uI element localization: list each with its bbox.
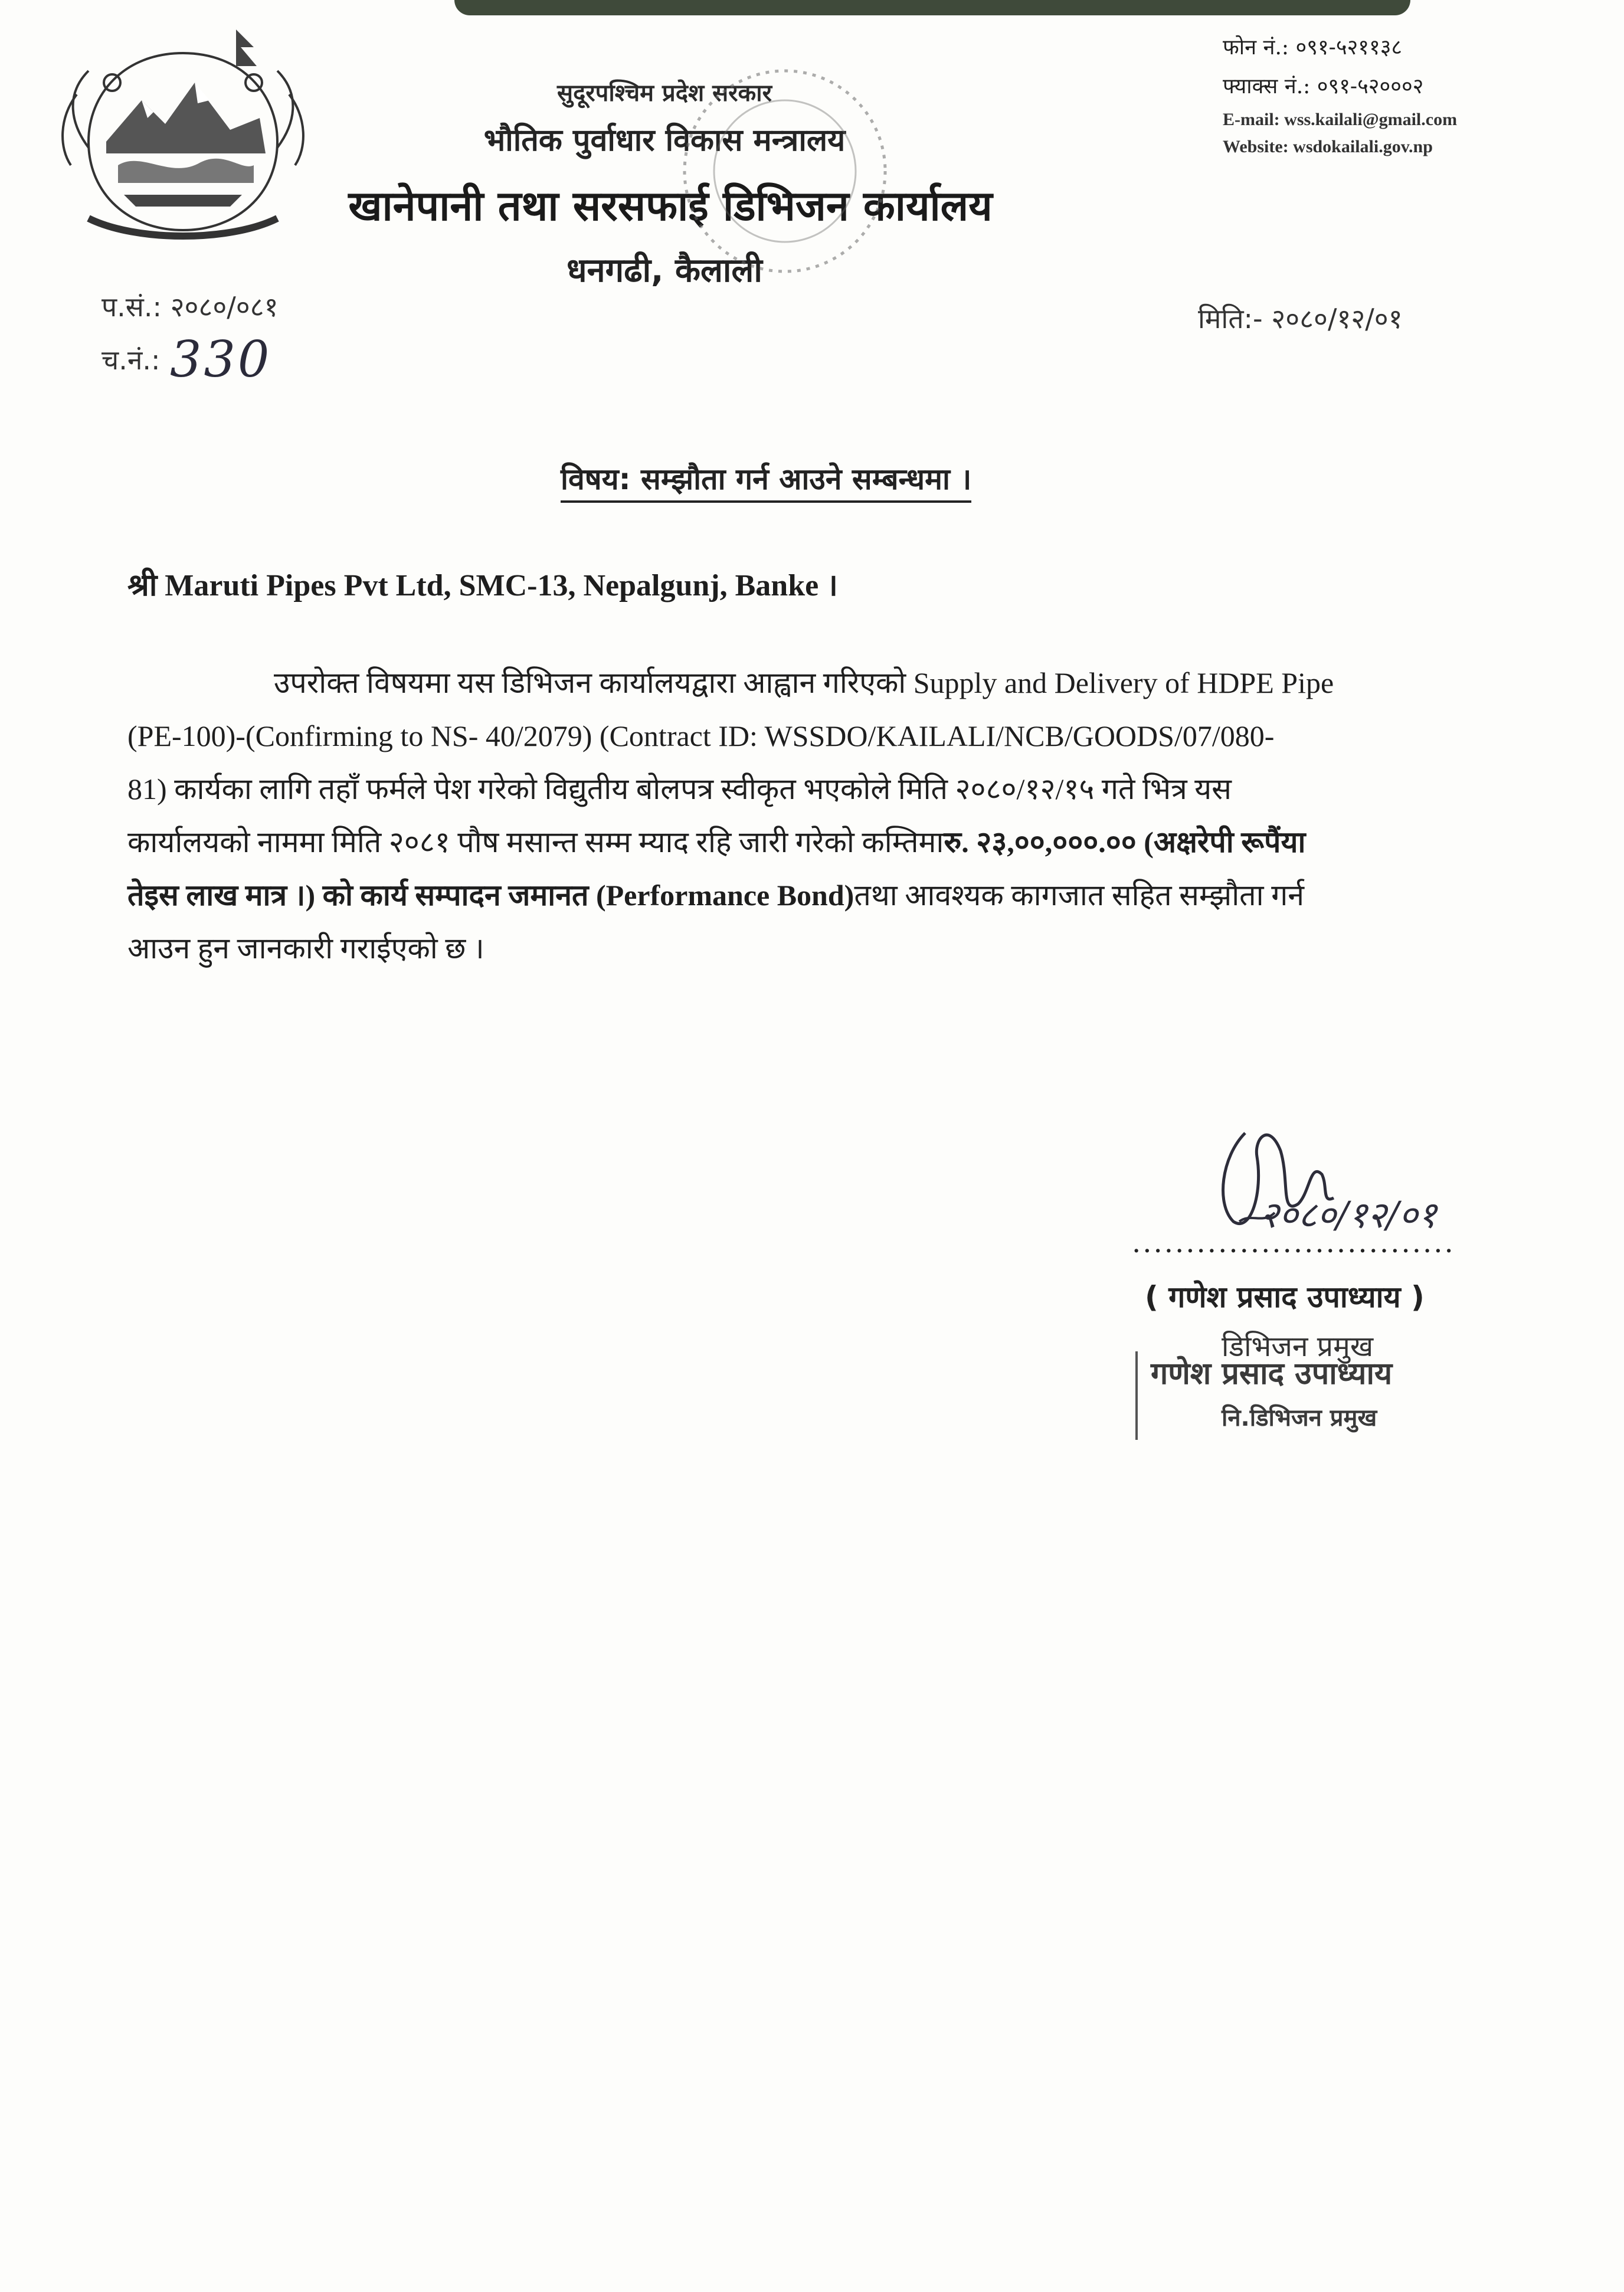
ministry-name: भौतिक पुर्वाधार विकास मन्त्रालय (483, 123, 846, 158)
body-line: उपरोक्त विषयमा यस डिभिजन कार्यालयद्वारा आह्वान गरिएको Supply and Delivery of HDPE Pipe (274, 666, 1334, 699)
stamp-name: गणेश प्रसाद उपाध्याय (1151, 1356, 1393, 1391)
signature-handwritten-date: २०८०/१२/०१ (1260, 1193, 1437, 1236)
office-name: खानेपानी तथा सरसफाई डिभिजन कार्यालय (348, 182, 993, 230)
phone-number: फोन नं.: ०९१-५२११३८ (1223, 35, 1403, 60)
letter-body (127, 656, 1491, 975)
province-name: सुदूरपश्चिम प्रदेश सरकार (557, 80, 772, 107)
name-stamp (1135, 1351, 1392, 1440)
body-text: तथा आवश्यक कागजात सहित सम्झौता गर्न (854, 879, 1305, 912)
signatory-name: ( गणेश प्रसाद उपाध्याय ) (1145, 1280, 1425, 1314)
letter-subject: विषय: सम्झौता गर्न आउने सम्बन्धमा । (561, 458, 971, 503)
website-address: Website: wsdokailali.gov.np (1223, 137, 1433, 156)
fax-number: फ्याक्स नं.: ०९१-५२०००२ (1223, 74, 1424, 99)
letter-date: मिति:- २०८०/१२/०१ (1198, 303, 1403, 335)
dispatch-number-label: च.नं.: (102, 344, 161, 376)
letter-reference-number: प.सं.: २०८०/०८१ (102, 291, 279, 323)
dispatch-number-handwritten: 330 (170, 330, 272, 388)
addressee: श्री Maruti Pipes Pvt Ltd, SMC-13, Nepalgunj, Banke । (127, 569, 838, 603)
body-text: कार्यालयको नाममा मिति २०८१ पौष मसान्त सम्म म्याद रहि जारी गरेको कम्तिमा (127, 826, 944, 859)
body-line: 81) कार्यका लागि तहाँ फर्मले पेश गरेको विद्युतीय बोलपत्र स्वीकृत भएकोले मिति २०८०/१२/१५ गते भित्र यस (127, 772, 1232, 806)
body-line: (PE-100)-(Confirming to NS- 40/2079) (Contract ID: WSSDO/KAILALI/NCB/GOODS/07/080- (127, 719, 1275, 752)
stamp-title: नि.डिभिजन प्रमुख (1222, 1404, 1377, 1432)
scan-edge (454, 0, 1410, 15)
email-address: E-mail: wss.kailali@gmail.com (1223, 110, 1458, 129)
body-line: आउन हुन जानकारी गराईएको छ । (127, 932, 484, 965)
office-location: धनगढी, कैलाली (567, 251, 762, 290)
signature-line: .............................. (1132, 1226, 1455, 1259)
guarantee-amount: रु. २३,००,०००.०० (अक्षरेपी रूपैंया (944, 826, 1306, 859)
office-seal-stamp (667, 53, 903, 289)
performance-bond-text: तेइस लाख मात्र ।) को कार्य सम्पादन जमानत (Performance Bond) (127, 879, 854, 912)
signatory-title: डिभिजन प्रमुख (1222, 1330, 1374, 1363)
body-line (127, 869, 1491, 922)
body-line (127, 816, 1491, 869)
